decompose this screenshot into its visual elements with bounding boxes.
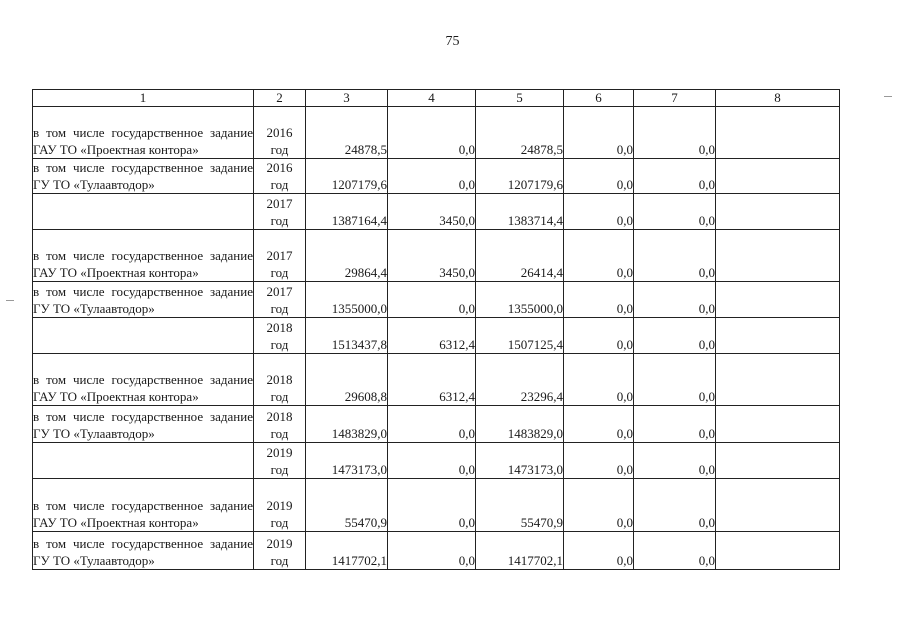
- row-description: в том числе государственное задание ГУ ТО «Тулаавтодор»: [33, 406, 254, 443]
- row-year-unit: год: [270, 265, 289, 280]
- cell-c5: 1507125,4: [476, 318, 564, 354]
- row-period: [254, 107, 306, 159]
- cell-c4: 0,0: [388, 107, 476, 159]
- row-year: 2018: [266, 372, 293, 387]
- row-description: в том числе государственное задание ГУ ТО «Тулаавтодор»: [33, 282, 254, 318]
- row-period: [254, 194, 306, 230]
- cell-c8: [716, 479, 840, 532]
- cell-c3: 1483829,0: [306, 406, 388, 443]
- cell-c5: 1483829,0: [476, 406, 564, 443]
- row-description: в том числе государственное задание ГУ ТО «Тулаавтодор»: [33, 532, 254, 570]
- cell-c6: 0,0: [564, 194, 634, 230]
- row-description: в том числе государственное задание ГАУ ТО «Проектная контора»: [33, 354, 254, 406]
- table-row: [33, 159, 840, 194]
- cell-c7: 0,0: [634, 532, 716, 570]
- cell-c4: 3450,0: [388, 194, 476, 230]
- cell-c6: 0,0: [564, 318, 634, 354]
- cell-c6: 0,0: [564, 532, 634, 570]
- table-row: [33, 318, 840, 354]
- row-year: 2019: [266, 498, 293, 513]
- header-cell-8: 8: [716, 90, 840, 107]
- table-row: [33, 282, 840, 318]
- cell-c7: 0,0: [634, 282, 716, 318]
- row-year: 2018: [266, 409, 293, 424]
- page-number: 75: [445, 34, 460, 49]
- scan-mark: [884, 96, 892, 97]
- cell-c8: [716, 159, 840, 194]
- cell-c5: 23296,4: [476, 354, 564, 406]
- cell-c8: [716, 443, 840, 479]
- row-year-unit: год: [270, 462, 289, 477]
- table-row: [33, 107, 840, 159]
- cell-c4: 3450,0: [388, 230, 476, 282]
- cell-c7: 0,0: [634, 107, 716, 159]
- row-description: в том числе государственное задание ГАУ ТО «Проектная контора»: [33, 230, 254, 282]
- table-row: [33, 406, 840, 443]
- cell-c3: 55470,9: [306, 479, 388, 532]
- cell-c7: 0,0: [634, 318, 716, 354]
- cell-c4: 6312,4: [388, 318, 476, 354]
- row-year-unit: год: [270, 301, 289, 316]
- cell-c3: 29864,4: [306, 230, 388, 282]
- row-year: 2018: [266, 320, 293, 335]
- header-cell-7: 7: [634, 90, 716, 107]
- row-year: 2017: [266, 284, 293, 299]
- budget-table: [32, 89, 840, 570]
- row-year: 2019: [266, 536, 293, 551]
- cell-c3: 1355000,0: [306, 282, 388, 318]
- cell-c6: 0,0: [564, 159, 634, 194]
- header-cell-4: 4: [388, 90, 476, 107]
- header-row: [33, 90, 840, 107]
- cell-c7: 0,0: [634, 194, 716, 230]
- cell-c4: 0,0: [388, 282, 476, 318]
- cell-c7: 0,0: [634, 230, 716, 282]
- cell-c3: 1513437,8: [306, 318, 388, 354]
- row-period: [254, 443, 306, 479]
- header-cell-1: 1: [33, 90, 254, 107]
- cell-c7: 0,0: [634, 479, 716, 532]
- cell-c5: 1383714,4: [476, 194, 564, 230]
- row-year: 2016: [266, 125, 293, 140]
- row-period: [254, 354, 306, 406]
- table-row: [33, 354, 840, 406]
- cell-c3: 1417702,1: [306, 532, 388, 570]
- cell-c6: 0,0: [564, 479, 634, 532]
- cell-c3: 1473173,0: [306, 443, 388, 479]
- cell-c4: 0,0: [388, 406, 476, 443]
- row-year-unit: год: [270, 177, 289, 192]
- cell-c4: 0,0: [388, 479, 476, 532]
- row-year: 2017: [266, 196, 293, 211]
- cell-c8: [716, 406, 840, 443]
- row-year-unit: год: [270, 553, 289, 568]
- row-year-unit: год: [270, 213, 289, 228]
- cell-c8: [716, 318, 840, 354]
- scan-mark: [6, 300, 14, 301]
- cell-c5: 1473173,0: [476, 443, 564, 479]
- cell-c7: 0,0: [634, 159, 716, 194]
- cell-c5: 1417702,1: [476, 532, 564, 570]
- row-year-unit: год: [270, 426, 289, 441]
- row-year: 2019: [266, 445, 293, 460]
- row-description: [33, 318, 254, 354]
- cell-c6: 0,0: [564, 282, 634, 318]
- row-year: 2016: [266, 160, 293, 175]
- cell-c4: 0,0: [388, 443, 476, 479]
- cell-c5: 55470,9: [476, 479, 564, 532]
- cell-c3: 1387164,4: [306, 194, 388, 230]
- row-period: [254, 406, 306, 443]
- cell-c6: 0,0: [564, 354, 634, 406]
- row-year-unit: год: [270, 515, 289, 530]
- cell-c6: 0,0: [564, 230, 634, 282]
- row-description: в том числе государственное задание ГАУ ТО «Проектная контора»: [33, 479, 254, 532]
- row-year-unit: год: [270, 337, 289, 352]
- table-row: [33, 443, 840, 479]
- table-row: [33, 230, 840, 282]
- cell-c3: 24878,5: [306, 107, 388, 159]
- table-row: [33, 479, 840, 532]
- row-year-unit: год: [270, 142, 289, 157]
- cell-c5: 24878,5: [476, 107, 564, 159]
- cell-c3: 29608,8: [306, 354, 388, 406]
- row-period: [254, 479, 306, 532]
- row-description: [33, 194, 254, 230]
- cell-c8: [716, 107, 840, 159]
- cell-c8: [716, 282, 840, 318]
- row-description: в том числе государственное задание ГАУ ТО «Проектная контора»: [33, 107, 254, 159]
- row-year: 2017: [266, 248, 293, 263]
- row-year-unit: год: [270, 389, 289, 404]
- cell-c6: 0,0: [564, 406, 634, 443]
- cell-c6: 0,0: [564, 443, 634, 479]
- header-cell-3: 3: [306, 90, 388, 107]
- row-description: [33, 443, 254, 479]
- header-cell-6: 6: [564, 90, 634, 107]
- table-row: [33, 532, 840, 570]
- cell-c5: 26414,4: [476, 230, 564, 282]
- row-period: [254, 282, 306, 318]
- row-period: [254, 318, 306, 354]
- cell-c8: [716, 230, 840, 282]
- row-period: [254, 230, 306, 282]
- cell-c8: [716, 354, 840, 406]
- row-description: в том числе государственное задание ГУ ТО «Тулаавтодор»: [33, 160, 253, 192]
- row-period: [254, 532, 306, 570]
- cell-c5: 1207179,6: [476, 159, 564, 194]
- cell-c4: 6312,4: [388, 354, 476, 406]
- cell-c8: [716, 532, 840, 570]
- cell-c8: [716, 194, 840, 230]
- table-row: [33, 194, 840, 230]
- cell-c4: 0,0: [388, 159, 476, 194]
- cell-c4: 0,0: [388, 532, 476, 570]
- cell-c7: 0,0: [634, 443, 716, 479]
- cell-c3: 1207179,6: [306, 159, 388, 194]
- cell-c5: 1355000,0: [476, 282, 564, 318]
- cell-c6: 0,0: [564, 107, 634, 159]
- cell-c7: 0,0: [634, 354, 716, 406]
- cell-c7: 0,0: [634, 406, 716, 443]
- row-period: [254, 159, 306, 194]
- header-cell-5: 5: [476, 90, 564, 107]
- header-cell-2: 2: [254, 90, 306, 107]
